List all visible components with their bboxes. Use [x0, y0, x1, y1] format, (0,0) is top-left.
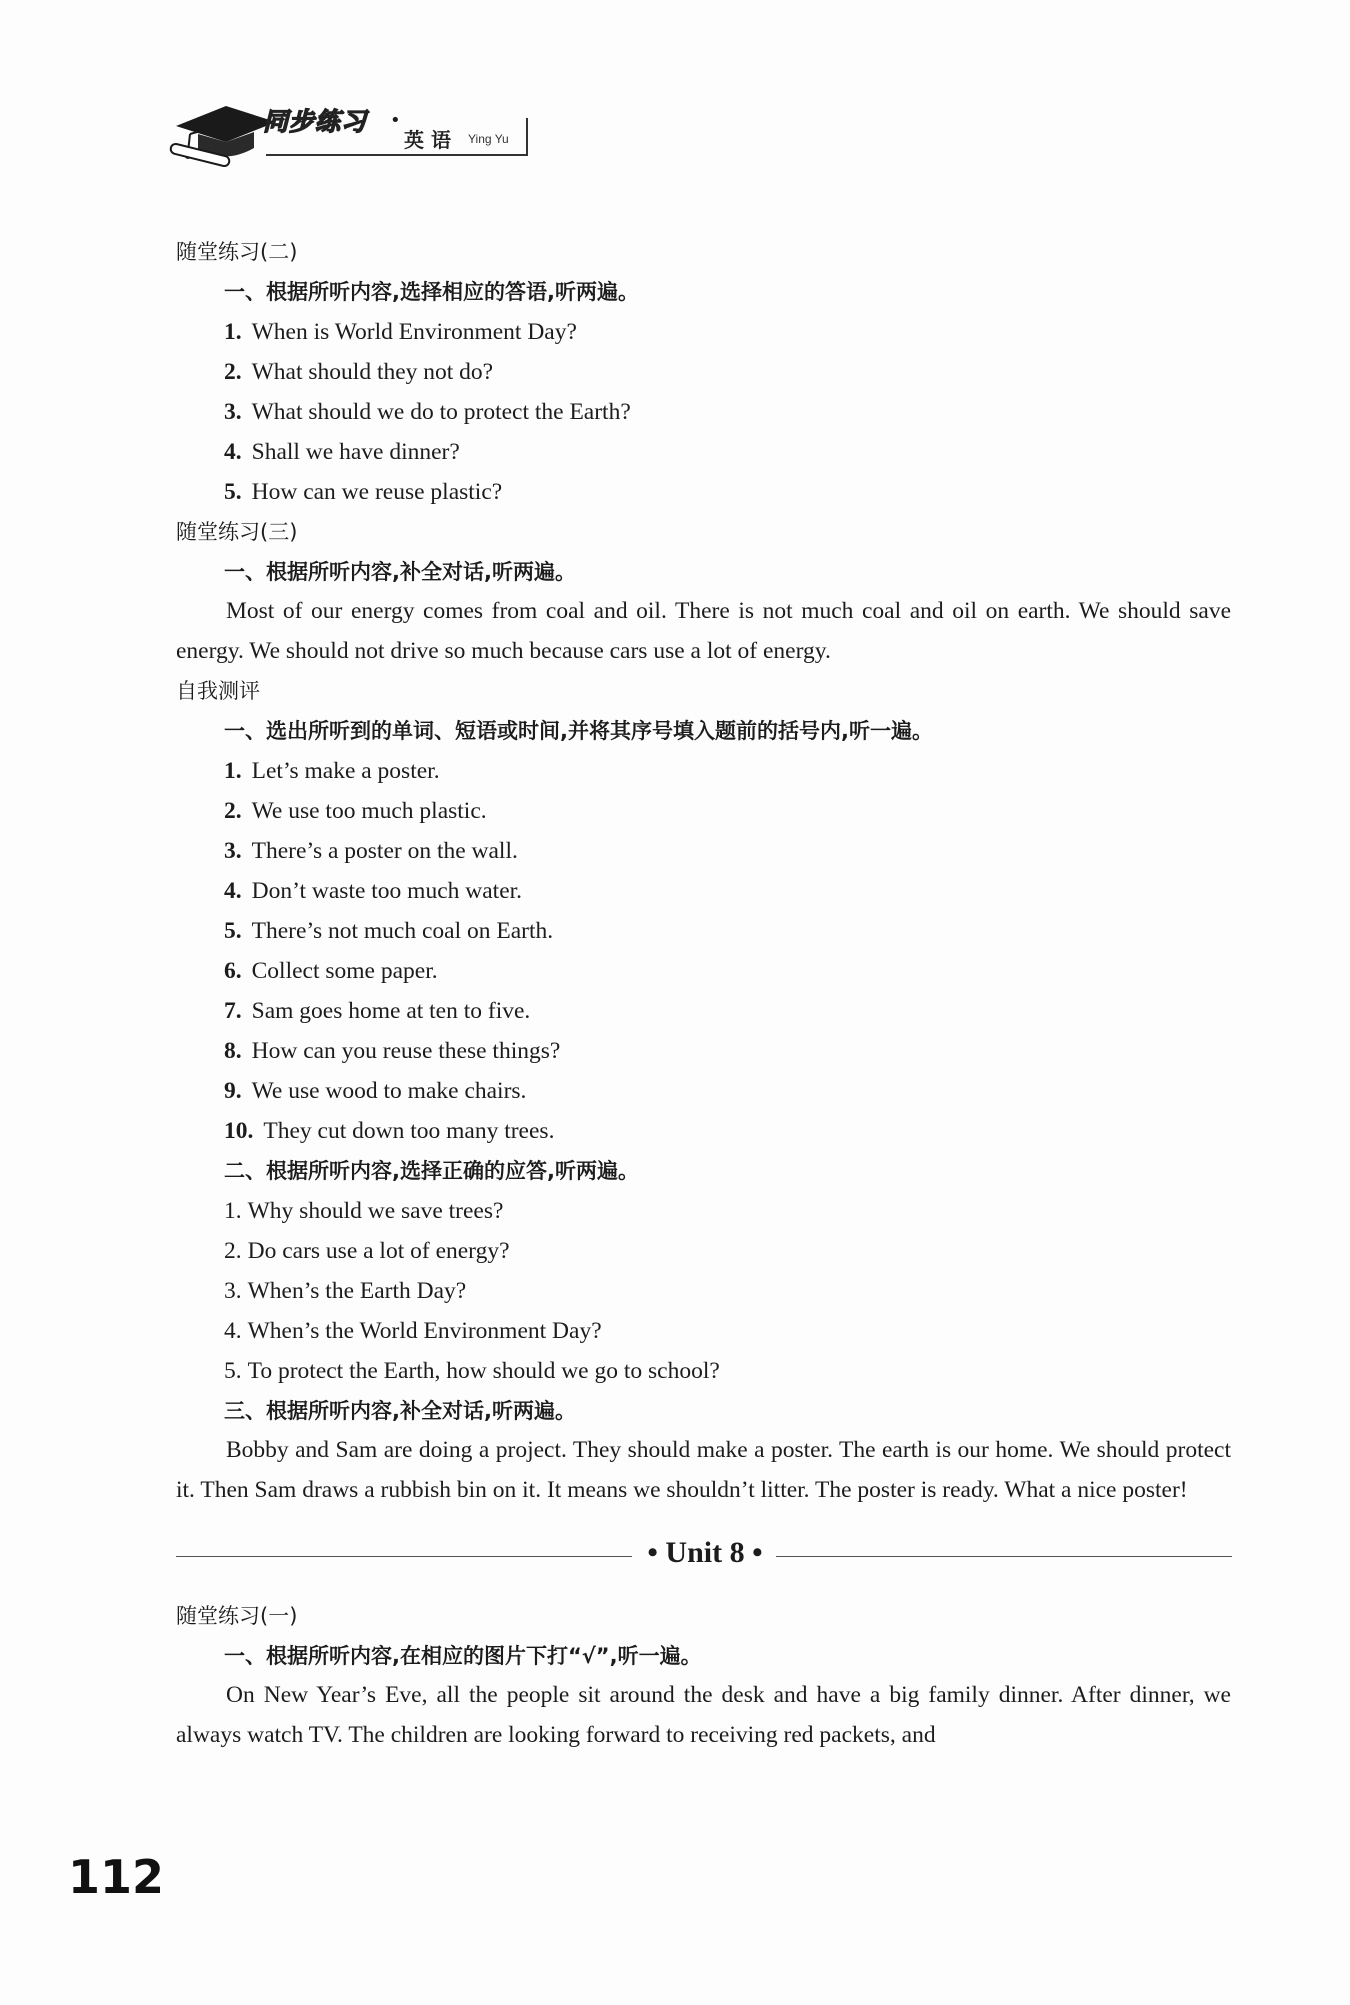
question-item — [224, 1271, 1231, 1311]
page-number: 112 — [68, 1850, 165, 1904]
question-item — [224, 1071, 1231, 1111]
page-header — [168, 88, 538, 168]
question-text: We use wood to make chairs. — [251, 1078, 527, 1104]
section-heading: 随堂练习(一) — [176, 1604, 298, 1628]
question-text: Sam goes home at ten to five. — [251, 998, 531, 1024]
question-text: They cut down too many trees. — [263, 1118, 555, 1144]
question-number: 5. — [224, 1358, 242, 1384]
question-text: Do cars use a lot of energy? — [247, 1238, 510, 1264]
question-number: 3. — [224, 399, 242, 425]
divider-line-right — [776, 1556, 1232, 1557]
unit-divider — [176, 1524, 1231, 1596]
question-number: 4. — [224, 439, 242, 465]
question-item — [224, 951, 1231, 991]
subject-pinyin: Ying Yu — [468, 132, 509, 146]
instruction-heading: 一、根据所听内容,补全对话,听两遍。 — [224, 560, 576, 584]
question-number: 1. — [224, 758, 242, 784]
question-item — [224, 1111, 1231, 1151]
question-number: 2. — [224, 1238, 242, 1264]
question-number: 6. — [224, 958, 242, 984]
question-text: When’s the Earth Day? — [247, 1278, 467, 1304]
transcript-paragraph: On New Year’s Eve, all the people sit around the desk and have a big family dinner. After dinner, we always watch TV. The children are looking forward to receiving red packets, and — [176, 1682, 1231, 1748]
question-number: 1. — [224, 319, 242, 345]
question-text: To protect the Earth, how should we go to school? — [247, 1358, 720, 1384]
question-text: We use too much plastic. — [251, 798, 487, 824]
question-item — [224, 871, 1231, 911]
question-number: 2. — [224, 798, 242, 824]
graduation-cap-icon — [168, 88, 278, 168]
question-text: Why should we save trees? — [247, 1198, 504, 1224]
question-item — [224, 791, 1231, 831]
question-text: There’s not much coal on Earth. — [251, 918, 554, 944]
instruction-heading: 三、根据所听内容,补全对话,听两遍。 — [224, 1399, 576, 1423]
question-number: 7. — [224, 998, 242, 1024]
question-item — [224, 1311, 1231, 1351]
instruction-heading: 一、根据所听内容,选择相应的答语,听两遍。 — [224, 280, 639, 304]
question-number: 1. — [224, 1198, 242, 1224]
question-number: 9. — [224, 1078, 242, 1104]
question-text: How can we reuse plastic? — [251, 479, 503, 505]
question-text: What should we do to protect the Earth? — [251, 399, 631, 425]
question-number: 4. — [224, 1318, 242, 1344]
question-item — [224, 1191, 1231, 1231]
header-dot: • — [390, 110, 401, 131]
question-text: When’s the World Environment Day? — [247, 1318, 602, 1344]
section-heading: 随堂练习(二) — [176, 240, 298, 264]
header-bracket — [526, 118, 528, 156]
transcript-paragraph: Bobby and Sam are doing a project. They should make a poster. The earth is our home. We should protect it. Then Sam draws a rubbish bin on it. It means we shouldn’t litter. The poster is ready. What a nice poster! — [176, 1437, 1231, 1503]
instruction-heading: 二、根据所听内容,选择正确的应答,听两遍。 — [224, 1159, 639, 1183]
series-brand-text: 同步练习 — [263, 107, 368, 136]
question-item — [224, 1351, 1231, 1391]
question-text: When is World Environment Day? — [251, 319, 577, 345]
question-item — [224, 472, 1231, 512]
unit-title: • Unit 8 • — [647, 1536, 763, 1569]
question-item — [224, 911, 1231, 951]
subject-label: 英 语 — [404, 128, 451, 152]
question-number: 2. — [224, 359, 242, 385]
question-text: Let’s make a poster. — [251, 758, 440, 784]
question-text: Don’t waste too much water. — [251, 878, 523, 904]
question-item — [224, 831, 1231, 871]
question-number: 3. — [224, 1278, 242, 1304]
transcript-paragraph: Most of our energy comes from coal and oil. There is not much coal and oil on earth. We should save energy. We should not drive so much because cars use a lot of energy. — [176, 598, 1231, 664]
question-number: 4. — [224, 878, 242, 904]
question-item — [224, 392, 1231, 432]
question-text: Shall we have dinner? — [251, 439, 460, 465]
transcript-content — [176, 232, 1231, 1755]
question-text: There’s a poster on the wall. — [251, 838, 518, 864]
question-number: 5. — [224, 479, 242, 505]
question-item — [224, 1031, 1231, 1071]
question-item — [224, 751, 1231, 791]
question-number: 8. — [224, 1038, 242, 1064]
question-item — [224, 991, 1231, 1031]
instruction-heading: 一、选出所听到的单词、短语或时间,并将其序号填入题前的括号内,听一遍。 — [224, 719, 933, 743]
question-item — [224, 312, 1231, 352]
instruction-heading: 一、根据所听内容,在相应的图片下打“√”,听一遍。 — [224, 1644, 702, 1668]
question-number: 10. — [224, 1118, 254, 1144]
section-heading: 随堂练习(三) — [176, 520, 298, 544]
question-number: 5. — [224, 918, 242, 944]
question-text: Collect some paper. — [251, 958, 438, 984]
question-item — [224, 352, 1231, 392]
divider-line-left — [176, 1556, 632, 1557]
question-text: How can you reuse these things? — [251, 1038, 561, 1064]
question-number: 3. — [224, 838, 242, 864]
question-item — [224, 432, 1231, 472]
question-item — [224, 1231, 1231, 1271]
section-heading: 自我测评 — [176, 679, 260, 703]
header-underline — [266, 154, 528, 156]
question-text: What should they not do? — [251, 359, 494, 385]
